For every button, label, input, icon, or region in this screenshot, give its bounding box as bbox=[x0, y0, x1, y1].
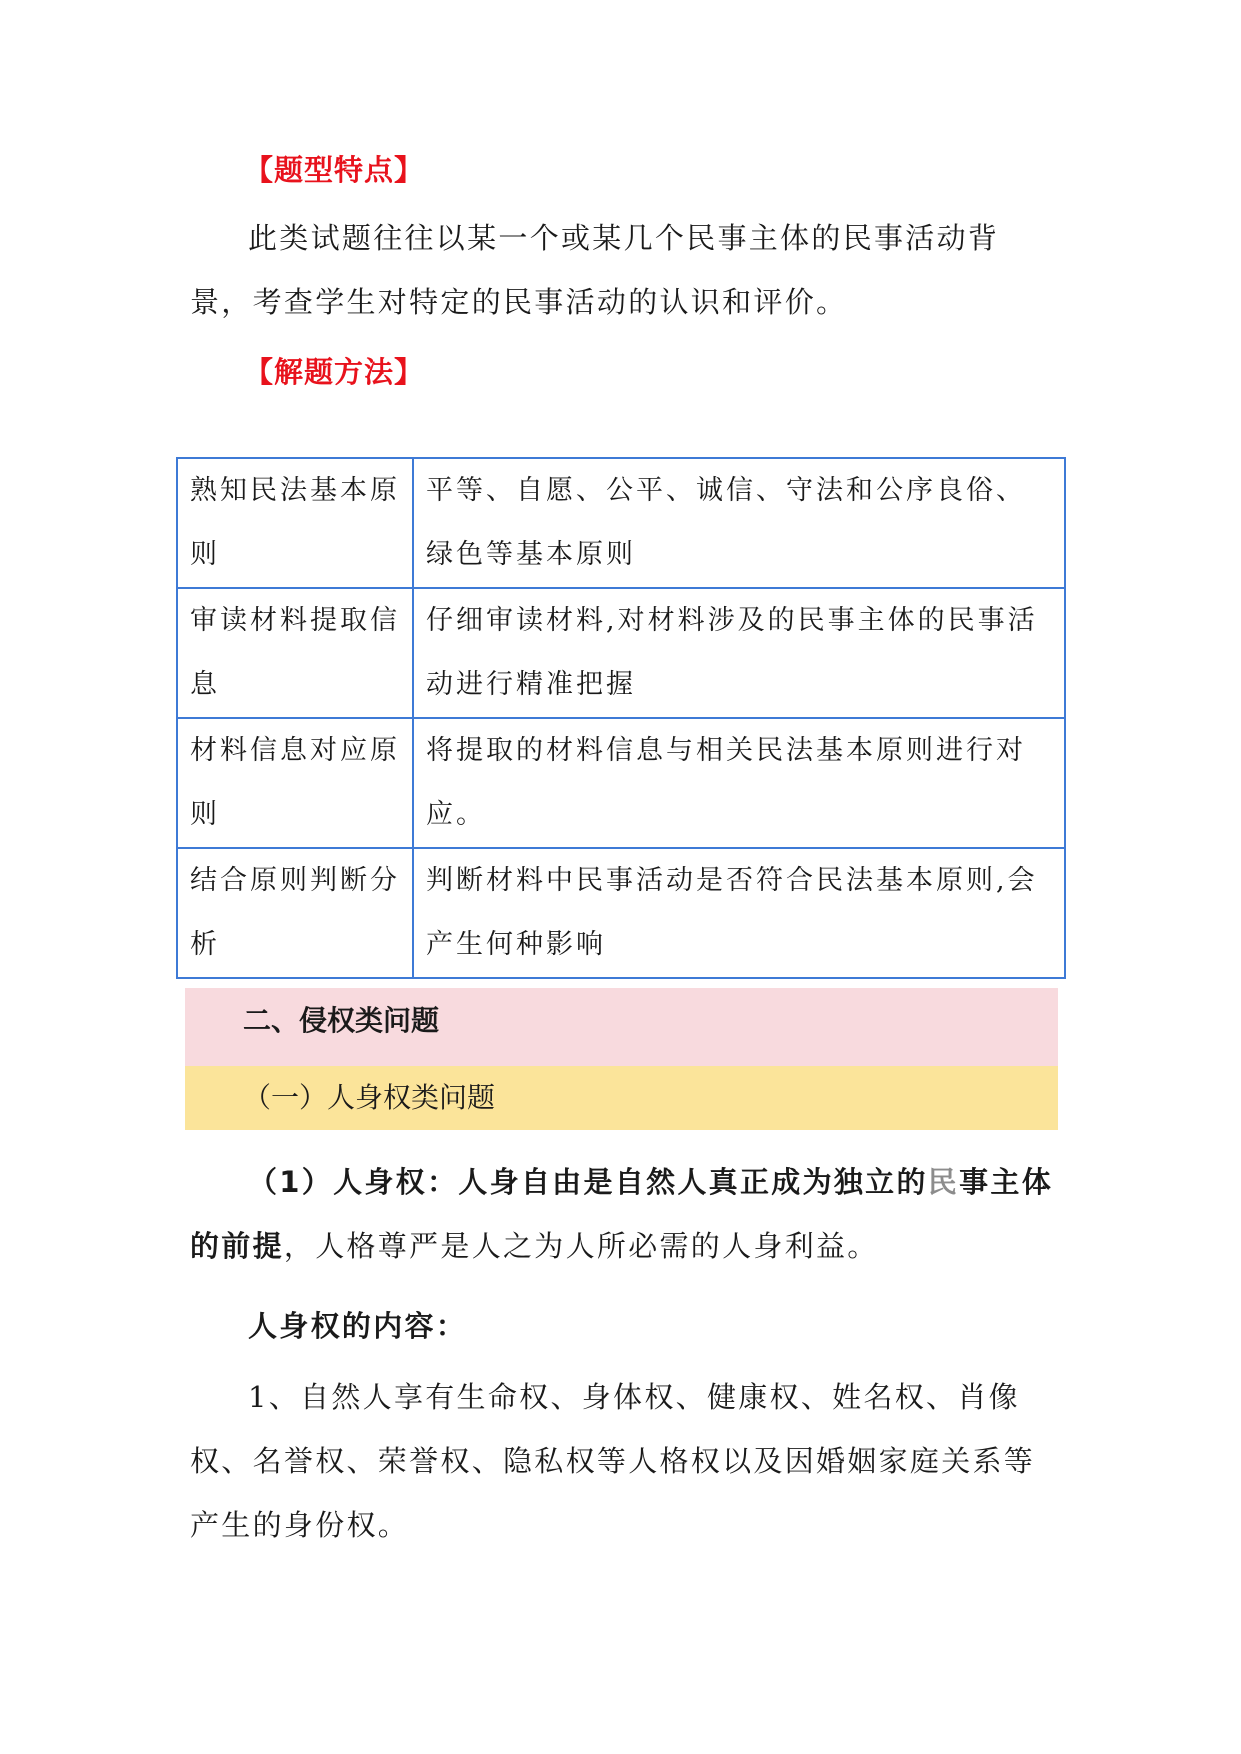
method-heading: 【解题方法】 bbox=[244, 355, 425, 389]
table-cell-detail: 仔细审读材料,对材料涉及的民事主体的民事活动进行精准把握 bbox=[413, 588, 1065, 718]
section-title-tort: 二、侵权类问题 bbox=[185, 988, 1058, 1066]
table-cell-step: 结合原则判断分析 bbox=[177, 848, 413, 978]
feature-paragraph: 此类试题往往以某一个或某几个民事主体的民事活动背景，考查学生对特定的民事活动的认识和评价。 bbox=[190, 221, 1000, 319]
definition-bold-text: （1）人身权：人身自由是自然人真正成为独立的 bbox=[248, 1165, 928, 1199]
feature-heading: 【题型特点】 bbox=[244, 153, 425, 187]
table-cell-step: 熟知民法基本原则 bbox=[177, 458, 413, 588]
content-heading: 人身权的内容： bbox=[248, 1309, 468, 1343]
content-item-1: 1、自然人享有生命权、身体权、健康权、姓名权、肖像权、名誉权、荣誉权、隐私权等人格权以及因婚姻家庭关系等产生的身份权。 bbox=[190, 1380, 1036, 1542]
table-row bbox=[177, 458, 1065, 588]
table-cell-detail: 判断材料中民事活动是否符合民法基本原则,会产生何种影响 bbox=[413, 848, 1065, 978]
subsection-title-personal-rights: （一）人身权类问题 bbox=[185, 1066, 1058, 1130]
table-cell-step: 审读材料提取信息 bbox=[177, 588, 413, 718]
definition-bold-text-2: 事主体的前提 bbox=[190, 1165, 1053, 1263]
table-row bbox=[177, 588, 1065, 718]
table-cell-detail: 将提取的材料信息与相关民法基本原则进行对应。 bbox=[413, 718, 1065, 848]
table-cell-detail: 平等、自愿、公平、诚信、守法和公序良俗、绿色等基本原则 bbox=[413, 458, 1065, 588]
personal-rights-definition bbox=[190, 1150, 1060, 1278]
table-cell-step: 材料信息对应原则 bbox=[177, 718, 413, 848]
table-row bbox=[177, 718, 1065, 848]
method-table bbox=[176, 457, 1066, 979]
table-row bbox=[177, 848, 1065, 978]
definition-rest: ，人格尊严是人之为人所必需的人身利益。 bbox=[283, 1229, 879, 1263]
definition-grey-char: 民 bbox=[927, 1165, 960, 1199]
